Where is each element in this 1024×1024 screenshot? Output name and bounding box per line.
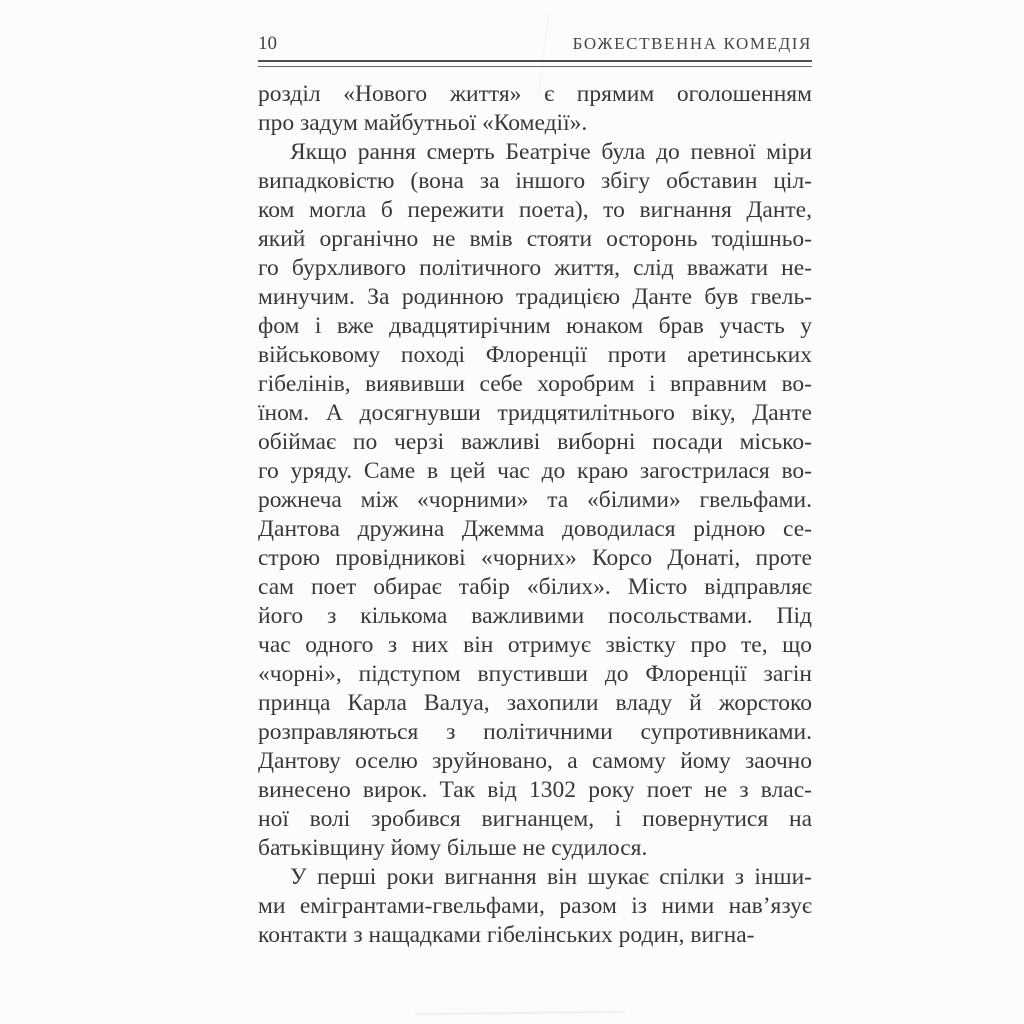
text-line: обіймає по черзі важливі виборні посади місько-	[258, 429, 812, 455]
text-line: рожнеча між «чорними» та «білими» гвельфами.	[258, 487, 812, 513]
paper-smudge-bottom	[415, 1011, 625, 1015]
text-line: гібелінів, виявивши себе хоробрим і вправним во-	[258, 371, 812, 397]
text-line: Якщо рання смерть Беатріче була до певної міри	[290, 139, 812, 165]
text-line: фом і вже двадцятирічним юнаком брав участь у	[258, 313, 812, 339]
text-line: го уряду. Саме в цей час до краю загострилася во-	[258, 458, 812, 484]
text-line: строю провідникові «чорних» Корсо Донаті, проте	[258, 545, 812, 571]
text-line: ми емігрантами-гвельфами, разом із ними нав’язує	[258, 893, 812, 919]
text-line: випадковістю (вона за іншого збігу обставин ціл-	[258, 168, 812, 194]
text-line: про задум майбутньої «Комедії».	[258, 110, 588, 136]
page-number: 10	[258, 33, 277, 54]
text-line: ком могла б пережити поета), то вигнання Данте,	[258, 197, 812, 223]
text-line: батьківщину йому більше не судилося.	[258, 835, 648, 861]
text-line: їном. А досягнувши тридцятилітнього віку, Данте	[258, 400, 812, 426]
body-text	[258, 80, 812, 950]
text-line: Дантову оселю зруйновано, а самому йому заочно	[258, 748, 812, 774]
text-line: «чорні», підступом впустивши до Флоренції загін	[258, 661, 812, 687]
text-line: час одного з них він отримує звістку про те, що	[258, 632, 812, 658]
text-line: минучим. За родинною традицією Данте був гвель-	[258, 284, 812, 310]
page-header	[258, 33, 812, 55]
text-line: ної волі зробився вигнанцем, і повернутися на	[258, 806, 812, 832]
text-line: принца Карла Валуа, захопили владу й жорстоко	[258, 690, 812, 716]
text-line: Дантова дружина Джемма доводилася рідною се-	[258, 516, 812, 542]
text-line: військовому поході Флоренції проти аретинських	[258, 342, 812, 368]
text-line: У перші роки вигнання він шукає спілки з інши-	[290, 864, 812, 890]
text-line: розправляються з політичними супротивниками.	[258, 719, 812, 745]
text-line: винесено вирок. Так від 1302 року поет не з влас-	[258, 777, 812, 803]
text-line: розділ «Нового життя» є прямим оголошенням	[258, 81, 812, 107]
header-double-rule	[258, 60, 812, 67]
text-line: його з кількома важливими посольствами. Під	[258, 603, 812, 629]
text-line: контакти з нащадками гібелінських родин, вигна-	[258, 922, 755, 948]
running-title: БОЖЕСТВЕННА КОМЕДІЯ	[572, 34, 812, 53]
text-line: го бурхливого політичного життя, слід вважати не-	[258, 255, 812, 281]
text-line: який органічно не вмів стояти осторонь тодішньо-	[258, 226, 812, 252]
text-line: сам поет обирає табір «білих». Місто відправляє	[258, 574, 812, 600]
